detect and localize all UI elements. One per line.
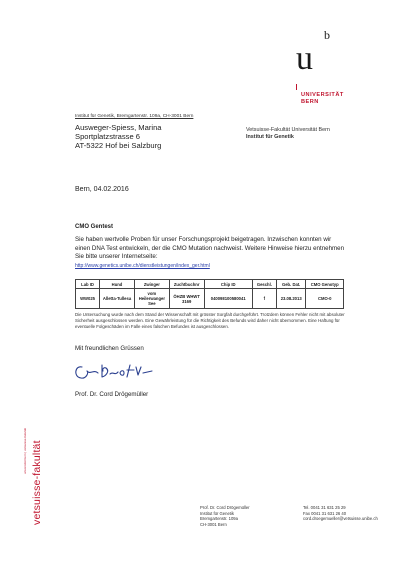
institute-name: Institut für Genetik	[246, 134, 294, 140]
letter-date: Bern, 04.02.2016	[75, 186, 129, 193]
footer-line: Prof. Dr. Cord Drögemüller	[200, 505, 250, 510]
footer-line: CH-3001 Bern	[200, 521, 227, 527]
logo-bern-text: BERN	[301, 99, 319, 105]
cell-cmo-genotyp: CMO-0	[306, 289, 344, 309]
footer-contact	[303, 505, 378, 522]
table-row	[76, 289, 344, 309]
signature-image	[72, 359, 162, 383]
signer-name: Prof. Dr. Cord Drögemüller	[75, 391, 149, 398]
logo-letter: u	[296, 40, 313, 77]
faculty-name: Vetsuisse-Fakultät Universität Bern	[246, 127, 330, 133]
sidebar-faculty-text: vetsuisse-fakultät	[31, 440, 43, 525]
cell-geb-dat: 23.08.2013	[276, 289, 305, 309]
footer-fax: Fax 0041 31 631 26 40	[303, 510, 347, 516]
disclaimer-text: Die Untersuchung wurde nach dem Stand der Wissenschaft mit grösster Sorgfalt durchgeführt. Trotzdem können Fehler nicht mit absoluter Sicherheit ausgeschlossen werden. Eine Gewährleistung für die Richtigkeit des Befunds wird daher nicht übernommen. Eine Haftung für eventuelle Folgeschäden im Falle eines falschen Befundes ist ausgeschlossen.	[75, 312, 345, 330]
recipient-city: AT-5322 Hof bei Salzburg	[75, 141, 162, 150]
col-geschl: Geschl.	[252, 280, 276, 289]
closing-greeting: Mit freundlichen Grüssen	[75, 345, 144, 352]
website-link[interactable]: http://www.genetics.unibe.ch/dienstleistungen/index_ger.html	[75, 263, 210, 269]
col-lab-id: Lab ID	[76, 280, 100, 289]
cell-chip-id: 040098100580041	[204, 289, 252, 309]
col-chip-id: Chip ID	[204, 280, 252, 289]
col-zuchtbuchnr: Zuchtbuchnr	[169, 280, 204, 289]
cell-zuchtbuchnr: ÖHZB WHWT 3169	[169, 289, 204, 309]
logo-university-text: UNIVERSITÄT	[301, 92, 344, 98]
letter-subject: CMO Gentest	[75, 224, 114, 230]
cell-lab-id: WW025	[76, 289, 100, 309]
logo-divider	[296, 84, 297, 90]
table-header-row	[76, 280, 344, 289]
col-cmo-genotyp: CMO Genotyp	[306, 280, 344, 289]
logo-superscript: b	[324, 28, 330, 42]
footer-email[interactable]: cord.droegemueller@vetsuisse.unibe.ch	[303, 516, 378, 522]
cell-zwinger: vom Heilerwanger See	[134, 289, 169, 309]
result-table	[75, 279, 344, 309]
col-geb-dat: Geb. Dat.	[276, 280, 305, 289]
col-zwinger: Zwinger	[134, 280, 169, 289]
footer-line: Bremgartenstr. 109a	[200, 516, 238, 522]
footer-address	[200, 505, 250, 527]
col-hund: Hund	[100, 280, 135, 289]
recipient-name: Ausweger-Spiess, Marina	[75, 123, 162, 132]
cell-geschl: f	[252, 289, 276, 309]
cell-hund: Alletta-Tullesa	[100, 289, 135, 309]
recipient-street: Sportplatzstrasse 6	[75, 132, 140, 141]
sidebar-small-text: universität bern | vetsuisse-fakultät	[23, 427, 27, 474]
footer-phone: Tel. 0041 31 631 25 29	[303, 505, 346, 510]
footer-line: Institut für Genetik	[200, 510, 234, 516]
body-paragraph: Sie haben wertvolle Proben für unser Forschungsprojekt beigetragen. Inzwischen konnten wir einen DNA Test entwickeln, der die CMO Mutation nachweist. Weitere Hinweise hierzu entnehmen Sie bitte unserer Internetseite:	[75, 236, 345, 261]
sender-line: Institut für Genetik, Bremgartenstr. 109a, CH-3001 Bern	[75, 114, 194, 119]
